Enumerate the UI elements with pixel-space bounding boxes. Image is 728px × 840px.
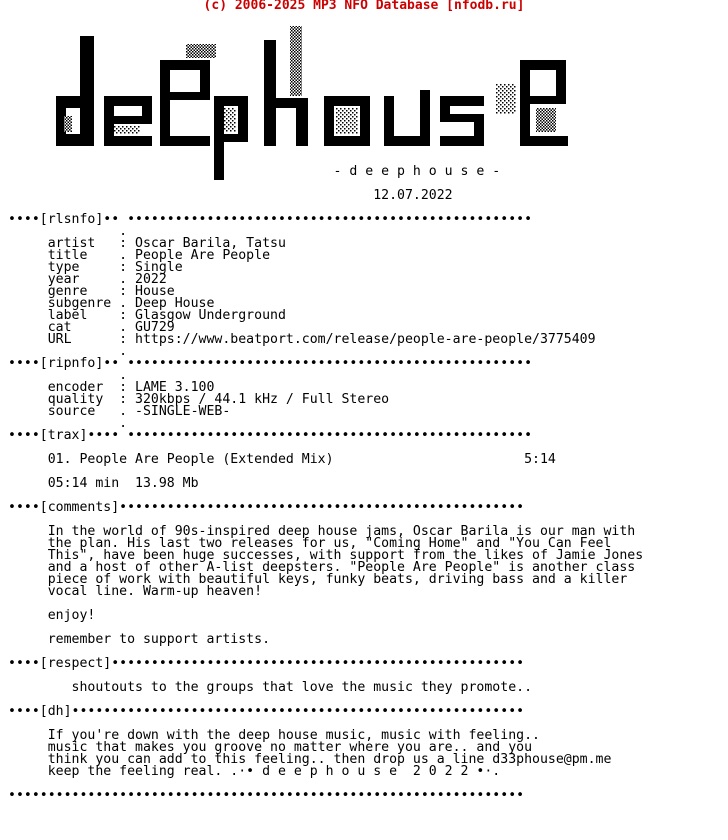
nfo-line: . — [8, 224, 128, 239]
field-label: label : Glasgow Underground — [8, 308, 286, 323]
comment-enjoy: enjoy! — [8, 608, 96, 623]
field-year: year . 2022 — [8, 272, 167, 287]
dh-line: If you're down with the deep house music, music with feeling.. — [8, 728, 540, 743]
dh-line: think you can add to this feeling.. then drop us a line d33phouse@pm.me — [8, 752, 612, 767]
field-artist: artist : Oscar Barila, Tatsu — [8, 236, 286, 251]
field-subgenre: subgenre . Deep House — [8, 296, 215, 311]
field-source: source . -SINGLE-WEB- — [8, 404, 231, 419]
section-trax-header: ••••[trax]•••• ••••••••••••••••••••••••••••••••••••••••••••••••••• — [8, 428, 533, 443]
nfo-line: . — [8, 368, 128, 383]
field-cat: cat . GU729 — [8, 320, 175, 335]
field-type: type : Single — [8, 260, 183, 275]
nfo-line: - d e e p h o u s e - — [8, 164, 501, 179]
nfo-line: . — [8, 344, 128, 359]
total-length-size: 05:14 min 13.98 Mb — [8, 476, 199, 491]
field-genre: genre : House — [8, 284, 175, 299]
field-encoder: encoder : LAME 3.100 — [8, 380, 215, 395]
comment-line: and a host of other A-list deepsters. "People Are People" is another class — [8, 560, 636, 575]
track-1: 01. People Are People (Extended Mix) 5:14 — [8, 452, 556, 467]
section-respect-header: ••••[respect]•••••••••••••••••••••••••••••••••••••••••••••••••••• — [8, 656, 525, 671]
section-rlsnfo-header: ••••[rlsnfo]•• ••••••••••••••••••••••••••••••••••••••••••••••••••• — [8, 212, 533, 227]
nfodb-credit: (c) 2006-2025 MP3 NFO Database [nfodb.ru] — [203, 0, 525, 13]
comment-support: remember to support artists. — [8, 632, 271, 647]
section-comments-header: ••••[comments]••••••••••••••••••••••••••••••••••••••••••••••••••• — [8, 500, 525, 515]
nfo-line: 12.07.2022 — [8, 188, 453, 203]
nfo-text-body — [8, 166, 643, 802]
nfo-line: . — [8, 416, 128, 431]
field-quality: quality : 320kbps / 44.1 kHz / Full Stereo — [8, 392, 390, 407]
comment-line: This", have been huge successes, with support from the likes of Jamie Jones — [8, 548, 644, 563]
dh-line: music that makes you groove no matter where you are.. and you — [8, 740, 533, 755]
comment-line: the plan. His last two releases for us, "Coming Home" and "You Can Feel — [8, 536, 612, 551]
dh-line: keep the feeling real. .·• d e e p h o u s e 2 0 2 2 •·. — [8, 764, 501, 779]
footer-divider: ••••••••••••••••••••••••••••••••••••••••••••••••••••••••••••••••• — [8, 788, 525, 803]
comment-line: In the world of 90s-inspired deep house jams, Oscar Barila is our man with — [8, 524, 636, 539]
section-ripnfo-header: ••••[ripnfo]•• ••••••••••••••••••••••••••••••••••••••••••••••••••• — [8, 356, 533, 371]
comment-line: vocal line. Warm-up heaven! — [8, 584, 263, 599]
section-dh-header: ••••[dh]••••••••••••••••••••••••••••••••••••••••••••••••••••••••• — [8, 704, 525, 719]
comment-line: piece of work with beautiful keys, funky beats, driving bass and a killer — [8, 572, 628, 587]
respect-line: shoutouts to the groups that love the music they promote.. — [8, 680, 533, 695]
field-title: title . People Are People — [8, 248, 271, 263]
field-url: URL : https://www.beatport.com/release/people-are-people/3775409 — [8, 332, 596, 347]
